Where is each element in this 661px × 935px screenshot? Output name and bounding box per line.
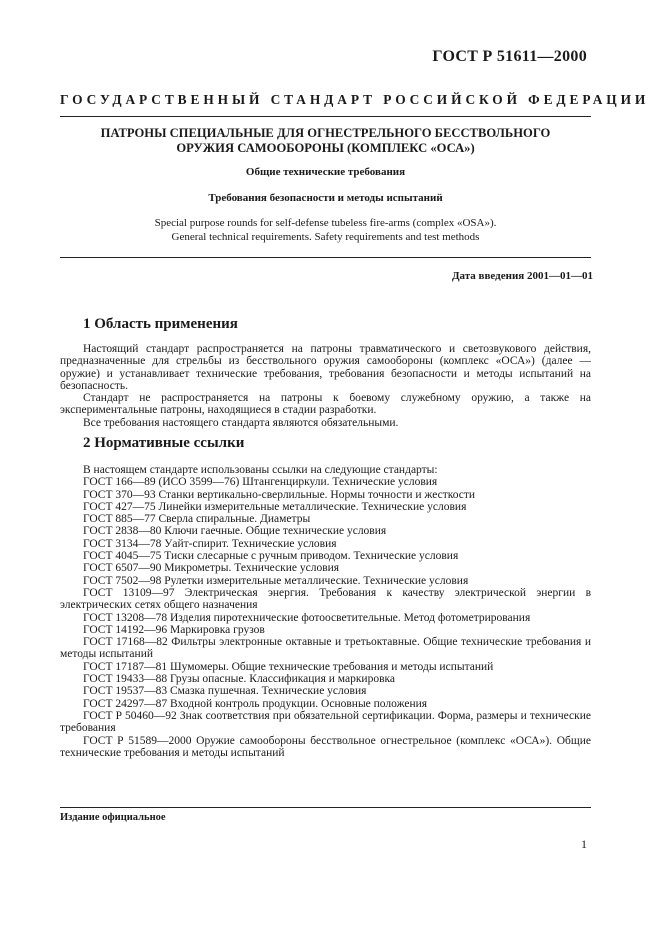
english-title: [60, 217, 591, 244]
subtitle-general-requirements: Общие технические требования: [245, 166, 406, 178]
reference-item: ГОСТ 17168—82 Фильтры электронные октавные и третьоктавные. Общие технические требования и методы испытаний: [60, 636, 591, 661]
reference-item: ГОСТ 17187—81 Шумомеры. Общие технические требования и методы испытаний: [83, 660, 494, 673]
reference-item: ГОСТ 24297—87 Входной контроль продукции. Основные положения: [83, 697, 428, 710]
header-divider: [60, 116, 591, 117]
footer-divider: [60, 807, 591, 808]
reference-item: ГОСТ 13109—97 Электрическая энергия. Требования к качеству электрической энергии в электрических сетях общего назначения: [60, 586, 591, 612]
scope-paragraph-2: Стандарт не распространяется на патроны к боевому служебному оружию, а также на экспериментальные патроны, находящиеся в стадии разработки.: [60, 392, 591, 417]
reference-item: ГОСТ 7502—98 Рулетки измерительные металлические. Технические условия: [83, 574, 469, 587]
reference-item: ГОСТ Р 51589—2000 Оружие самообороны бесствольное огнестрельное (комплекс «ОСА»). Общие технические требования и методы испытаний: [60, 734, 591, 759]
reference-item: ГОСТ 19537—83 Смазка пушечная. Технические условия: [83, 685, 367, 698]
reference-item: ГОСТ 14192—96 Маркировка грузов: [83, 623, 265, 636]
official-edition-label: Издание официальное: [60, 812, 166, 823]
title-block: [60, 126, 591, 244]
reference-item: ГОСТ 4045—75 Тиски слесарные с ручным приводом. Технические условия: [83, 550, 459, 563]
references-intro: В настоящем стандарте использованы ссылки на следующие стандарты:: [83, 464, 438, 476]
section-2-heading: 2 Нормативные ссылки: [83, 435, 245, 451]
title-divider: [60, 257, 591, 258]
title-main-line-2: ОРУЖИЯ САМООБОРОНЫ (КОМПЛЕКС «ОСА»): [176, 141, 475, 155]
date-introduced: Дата введения 2001—01—01: [451, 270, 593, 282]
reference-item: ГОСТ 3134—78 Уайт-спирит. Технические условия: [83, 537, 337, 550]
reference-item: ГОСТ 166—89 (ИСО 3599—76) Штангенциркули. Технические условия: [83, 476, 438, 489]
state-standard-heading: ГОСУДАРСТВЕННЫЙ СТАНДАРТ РОССИЙСКОЙ ФЕДЕРАЦИИ: [60, 92, 650, 107]
section-1-body: [60, 343, 591, 429]
title-main-line-1: ПАТРОНЫ СПЕЦИАЛЬНЫЕ ДЛЯ ОГНЕСТРЕЛЬНОГО БЕССТВОЛЬНОГО: [100, 126, 551, 140]
reference-item: ГОСТ 427—75 Линейки измерительные металлические. Технические условия: [83, 500, 467, 513]
section-1-heading: 1 Область применения: [83, 316, 238, 332]
english-title-line-1: Special purpose rounds for self-defense tubeless fire-arms (complex «OSA»).: [154, 217, 497, 229]
reference-item: ГОСТ 370—93 Станки вертикально-сверлильные. Нормы точности и жесткости: [83, 488, 476, 501]
reference-item: ГОСТ 2838—80 Ключи гаечные. Общие технические условия: [83, 525, 387, 538]
subtitle-safety-requirements: Требования безопасности и методы испытаний: [208, 192, 443, 204]
reference-item: ГОСТ 6507—90 Микрометры. Технические условия: [83, 562, 340, 575]
document-number: ГОСТ Р 51611—2000: [432, 48, 587, 65]
reference-item: ГОСТ 19433—88 Грузы опасные. Классификация и маркировка: [83, 673, 396, 686]
reference-item: ГОСТ Р 50460—92 Знак соответствия при обязательной сертификации. Форма, размеры и технические требования: [60, 709, 591, 735]
english-title-line-2: General technical requirements. Safety requirements and test methods: [171, 230, 480, 243]
reference-item: ГОСТ 885—77 Сверла спиральные. Диаметры: [83, 513, 311, 526]
reference-item: ГОСТ 13208—78 Изделия пиротехнические фотоосветительные. Метод фотометрирования: [83, 611, 531, 624]
scope-paragraph-3: Все требования настоящего стандарта являются обязательными.: [83, 416, 399, 429]
page-number: 1: [581, 837, 587, 851]
scope-paragraph-1: Настоящий стандарт распространяется на патроны травматического и светозвукового действия, предназначенные для стрельбы из бесствольного оружия самообороны (комплекс «ОСА») (далее — оружие) и устанавливает технические требования, требования безопасности и методы испытаний на безопасность.: [60, 343, 591, 392]
section-2-body: [60, 464, 591, 759]
